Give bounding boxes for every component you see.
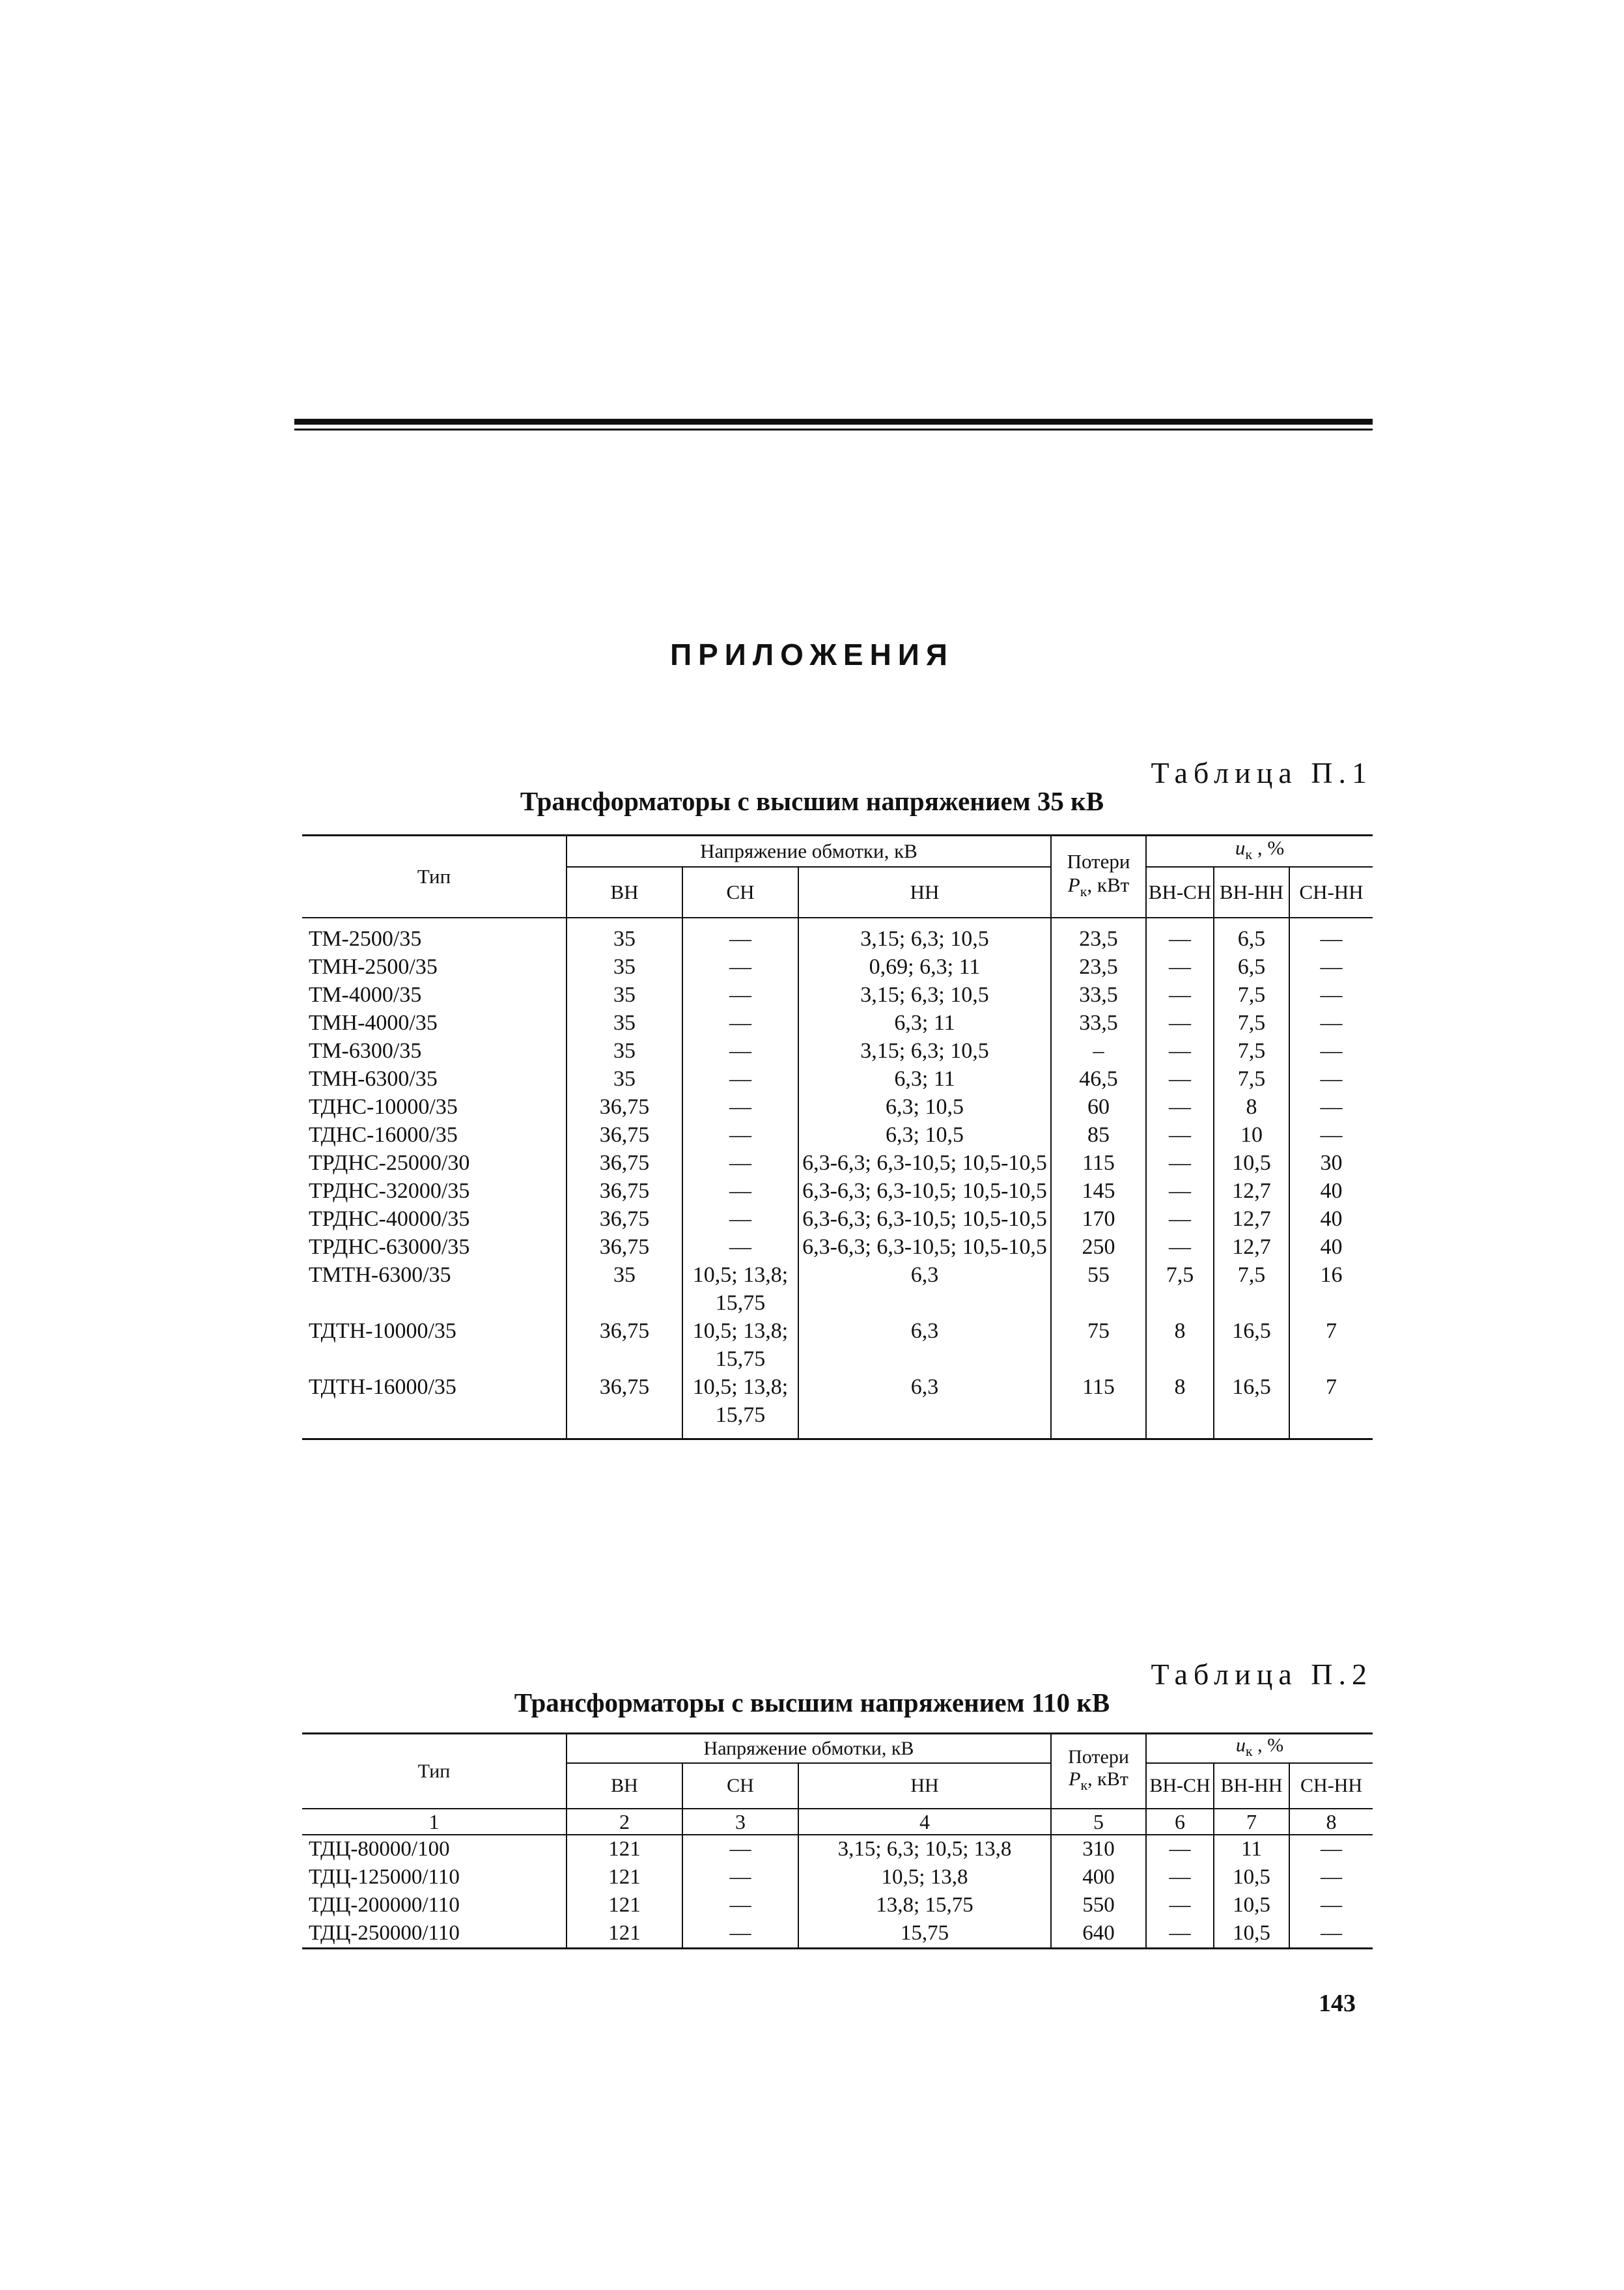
table1-header-type: Тип	[302, 836, 567, 918]
table-row	[302, 1261, 1373, 1317]
cell-losses: 170	[1051, 1205, 1146, 1233]
cell-type: ТМ-6300/35	[309, 1039, 422, 1064]
cell-nn: 6,3	[798, 1317, 1051, 1373]
cell-sn: —	[682, 1009, 798, 1037]
column-number: 5	[1051, 1809, 1146, 1835]
cell-type: ТМ-4000/35	[309, 983, 422, 1008]
losses-var: P	[1067, 873, 1080, 896]
table-row	[302, 1149, 1373, 1177]
cell-sn: —	[682, 1121, 798, 1149]
table-row	[302, 1863, 1373, 1891]
cell-nn: 13,8; 15,75	[798, 1891, 1051, 1919]
table1-caption: Трансформаторы с высшим напряжением 35 кВ	[520, 786, 1104, 816]
cell-vn: 121	[567, 1891, 682, 1919]
cell-sn: —	[682, 1093, 798, 1121]
cell-uk-sn-nn: 16	[1289, 1261, 1373, 1317]
cell-sn: —	[682, 1233, 798, 1261]
cell-sn: —	[682, 1149, 798, 1177]
cell-uk-sn-nn: 7	[1289, 1317, 1373, 1373]
cell-nn: 6,3; 10,5	[798, 1121, 1051, 1149]
uk-unit: , %	[1252, 836, 1285, 859]
cell-type: ТМН-2500/35	[309, 955, 438, 980]
uk-var: u	[1235, 1734, 1246, 1756]
cell-vn: 36,75	[567, 1149, 682, 1177]
cell-losses: 23,5	[1051, 953, 1146, 981]
table1-header-vn: ВН	[567, 867, 682, 918]
cell-uk-vn-nn: 7,5	[1214, 981, 1289, 1009]
cell-vn: 35	[567, 1009, 682, 1037]
table2-header-vn-nn: ВН-НН	[1214, 1763, 1289, 1809]
cell-uk-vn-sn: —	[1146, 1149, 1214, 1177]
cell-nn: 6,3-6,3; 6,3-10,5; 10,5-10,5	[798, 1205, 1051, 1233]
cell-losses: 75	[1051, 1317, 1146, 1373]
table2-header-type: Тип	[302, 1734, 567, 1809]
cell-nn: 6,3-6,3; 6,3-10,5; 10,5-10,5	[798, 1233, 1051, 1261]
cell-vn: 121	[567, 1835, 682, 1863]
cell-uk-vn-nn: 11	[1214, 1835, 1289, 1863]
cell-uk-vn-sn: —	[1146, 1891, 1214, 1919]
table2-header-nn: НН	[798, 1763, 1051, 1809]
cell-sn: 10,5; 13,8; 15,75	[682, 1317, 798, 1373]
cell-nn: 3,15; 6,3; 10,5; 13,8	[798, 1835, 1051, 1863]
table2-header-vn: ВН	[567, 1763, 682, 1809]
cell-nn: 6,3	[798, 1261, 1051, 1317]
cell-nn: 3,15; 6,3; 10,5	[798, 1037, 1051, 1065]
table1-header-nn: НН	[798, 867, 1051, 918]
cell-vn: 36,75	[567, 1317, 682, 1373]
cell-uk-sn-nn: —	[1289, 1863, 1373, 1891]
column-number: 2	[567, 1809, 682, 1835]
cell-uk-vn-sn: —	[1146, 953, 1214, 981]
cell-uk-vn-nn: 6,5	[1214, 918, 1289, 953]
cell-sn: —	[682, 1177, 798, 1205]
cell-uk-vn-nn: 7,5	[1214, 1261, 1289, 1317]
cell-vn: 36,75	[567, 1093, 682, 1121]
cell-losses: 33,5	[1051, 981, 1146, 1009]
cell-uk-vn-sn: —	[1146, 1205, 1214, 1233]
cell-uk-sn-nn: —	[1289, 1891, 1373, 1919]
table-row	[302, 918, 1373, 953]
cell-nn: 6,3-6,3; 6,3-10,5; 10,5-10,5	[798, 1177, 1051, 1205]
table1-header-vn-sn: ВН-СН	[1146, 867, 1214, 918]
cell-uk-vn-nn: 12,7	[1214, 1233, 1289, 1261]
cell-sn: 10,5; 13,8; 15,75	[682, 1373, 798, 1439]
cell-uk-sn-nn: 7	[1289, 1373, 1373, 1439]
table-row	[302, 981, 1373, 1009]
cell-uk-vn-sn: —	[1146, 981, 1214, 1009]
table2-header-voltage: Напряжение обмотки, кВ	[567, 1734, 1051, 1764]
cell-type: ТРДНС-40000/35	[309, 1207, 470, 1232]
cell-type: ТМТН-6300/35	[309, 1263, 451, 1288]
cell-uk-sn-nn: 30	[1289, 1149, 1373, 1177]
cell-vn: 36,75	[567, 1121, 682, 1149]
table-row	[302, 1065, 1373, 1093]
cell-losses: –	[1051, 1037, 1146, 1065]
table2-header-vn-sn: ВН-СН	[1146, 1763, 1214, 1809]
cell-uk-vn-nn: 10	[1214, 1121, 1289, 1149]
uk-var: u	[1235, 836, 1246, 859]
cell-type: ТМН-6300/35	[309, 1067, 438, 1092]
cell-losses: 115	[1051, 1149, 1146, 1177]
section-title: ПРИЛОЖЕНИЯ	[670, 638, 954, 671]
table-row	[302, 1233, 1373, 1261]
cell-uk-vn-nn: 10,5	[1214, 1891, 1289, 1919]
table-row	[302, 1919, 1373, 1949]
cell-uk-sn-nn: —	[1289, 953, 1373, 981]
cell-nn: 6,3; 11	[798, 1009, 1051, 1037]
header-rule-thin	[294, 429, 1373, 431]
losses-unit: , кВт	[1087, 1768, 1128, 1790]
cell-losses: 85	[1051, 1121, 1146, 1149]
cell-nn: 0,69; 6,3; 11	[798, 953, 1051, 981]
table2-header-uk	[1146, 1734, 1373, 1764]
cell-sn: —	[682, 1891, 798, 1919]
losses-var: P	[1069, 1768, 1081, 1790]
cell-type: ТДЦ-250000/110	[302, 1919, 567, 1949]
cell-sn: —	[682, 1919, 798, 1949]
cell-type: ТДТН-16000/35	[302, 1373, 567, 1439]
table2-label: Таблица П.2	[1151, 1658, 1373, 1691]
table1-header-uk	[1146, 836, 1373, 868]
cell-uk-vn-sn: —	[1146, 1093, 1214, 1121]
table1	[302, 834, 1373, 1440]
cell-type: ТМН-4000/35	[309, 1011, 438, 1036]
cell-vn: 121	[567, 1919, 682, 1949]
cell-vn: 36,75	[567, 1233, 682, 1261]
table-row	[302, 1177, 1373, 1205]
table1-header-sn-nn: СН-НН	[1289, 867, 1373, 918]
cell-sn: —	[682, 1037, 798, 1065]
cell-uk-vn-sn: 7,5	[1146, 1261, 1214, 1317]
column-number: 8	[1289, 1809, 1373, 1835]
cell-nn: 6,3; 11	[798, 1065, 1051, 1093]
cell-sn: —	[682, 918, 798, 953]
cell-uk-vn-nn: 7,5	[1214, 1065, 1289, 1093]
cell-vn: 35	[567, 953, 682, 981]
cell-uk-vn-nn: 12,7	[1214, 1205, 1289, 1233]
table-row	[302, 1093, 1373, 1121]
cell-sn: —	[682, 1863, 798, 1891]
cell-uk-vn-sn: —	[1146, 1919, 1214, 1949]
cell-losses: 400	[1051, 1863, 1146, 1891]
cell-type: ТДНС-16000/35	[309, 1123, 458, 1148]
table2-header-sn-nn: СН-НН	[1289, 1763, 1373, 1809]
losses-label: Потери	[1068, 1746, 1129, 1768]
table-row	[302, 1205, 1373, 1233]
cell-uk-vn-sn: —	[1146, 1037, 1214, 1065]
cell-uk-vn-sn: —	[1146, 1835, 1214, 1863]
cell-nn: 6,3	[798, 1373, 1051, 1439]
cell-uk-sn-nn: —	[1289, 1009, 1373, 1037]
table-row	[302, 1891, 1373, 1919]
uk-sub: к	[1245, 846, 1253, 863]
cell-uk-vn-nn: 7,5	[1214, 1037, 1289, 1065]
cell-uk-sn-nn: —	[1289, 981, 1373, 1009]
column-number: 7	[1214, 1809, 1289, 1835]
cell-uk-vn-nn: 10,5	[1214, 1863, 1289, 1891]
losses-unit: , кВт	[1087, 873, 1130, 896]
cell-nn: 15,75	[798, 1919, 1051, 1949]
cell-vn: 35	[567, 1065, 682, 1093]
cell-vn: 35	[567, 918, 682, 953]
table-row	[302, 1373, 1373, 1439]
cell-nn: 6,3-6,3; 6,3-10,5; 10,5-10,5	[798, 1149, 1051, 1177]
cell-uk-vn-sn: —	[1146, 1009, 1214, 1037]
cell-type: ТДЦ-80000/100	[309, 1837, 450, 1861]
cell-uk-vn-nn: 12,7	[1214, 1177, 1289, 1205]
cell-vn: 36,75	[567, 1373, 682, 1439]
cell-uk-vn-nn: 6,5	[1214, 953, 1289, 981]
table-row	[302, 1037, 1373, 1065]
cell-nn: 10,5; 13,8	[798, 1863, 1051, 1891]
cell-uk-vn-nn: 10,5	[1214, 1919, 1289, 1949]
cell-sn: —	[682, 1065, 798, 1093]
cell-sn: —	[682, 981, 798, 1009]
cell-type: ТРДНС-25000/30	[309, 1151, 470, 1176]
cell-losses: 145	[1051, 1177, 1146, 1205]
table-row	[302, 1121, 1373, 1149]
cell-type: ТДЦ-200000/110	[309, 1893, 460, 1917]
cell-losses: 46,5	[1051, 1065, 1146, 1093]
cell-losses: 60	[1051, 1093, 1146, 1121]
table2-header-losses	[1051, 1734, 1146, 1809]
table-row	[302, 1835, 1373, 1863]
table2-caption: Трансформаторы с высшим напряжением 110 кВ	[514, 1688, 1110, 1717]
cell-type: ТМ-2500/35	[309, 927, 422, 952]
cell-losses: 55	[1051, 1261, 1146, 1317]
cell-vn: 36,75	[567, 1177, 682, 1205]
cell-losses: 250	[1051, 1233, 1146, 1261]
table-row	[302, 1317, 1373, 1373]
cell-losses: 115	[1051, 1373, 1146, 1439]
uk-unit: , %	[1252, 1734, 1284, 1756]
cell-uk-vn-sn: —	[1146, 1121, 1214, 1149]
table-row	[302, 1009, 1373, 1037]
cell-type: ТДЦ-125000/110	[309, 1865, 460, 1889]
cell-type: ТРДНС-63000/35	[309, 1235, 470, 1260]
column-number: 6	[1146, 1809, 1214, 1835]
table-row	[302, 953, 1373, 981]
cell-uk-sn-nn: —	[1289, 1037, 1373, 1065]
cell-uk-vn-sn: —	[1146, 1065, 1214, 1093]
table1-header-sn: СН	[682, 867, 798, 918]
column-number: 4	[798, 1809, 1051, 1835]
cell-type: ТДНС-10000/35	[309, 1095, 458, 1120]
cell-type: ТДТН-10000/35	[309, 1319, 456, 1344]
cell-uk-vn-nn: 16,5	[1214, 1373, 1289, 1439]
cell-losses: 550	[1051, 1891, 1146, 1919]
cell-vn: 35	[567, 1261, 682, 1317]
cell-uk-sn-nn: —	[1289, 1919, 1373, 1949]
cell-sn: —	[682, 1205, 798, 1233]
table1-header-vn-nn: ВН-НН	[1214, 867, 1289, 918]
cell-uk-vn-nn: 7,5	[1214, 1009, 1289, 1037]
cell-uk-sn-nn: 40	[1289, 1205, 1373, 1233]
cell-uk-sn-nn: —	[1289, 1065, 1373, 1093]
cell-uk-vn-nn: 10,5	[1214, 1149, 1289, 1177]
cell-uk-sn-nn: —	[1289, 918, 1373, 953]
losses-sub: к	[1080, 1777, 1088, 1793]
cell-uk-vn-sn: —	[1146, 1177, 1214, 1205]
cell-sn: —	[682, 953, 798, 981]
cell-uk-sn-nn: —	[1289, 1093, 1373, 1121]
cell-uk-vn-nn: 16,5	[1214, 1317, 1289, 1373]
page-number: 143	[1319, 1990, 1356, 2017]
cell-nn: 6,3; 10,5	[798, 1093, 1051, 1121]
cell-vn: 35	[567, 981, 682, 1009]
cell-uk-sn-nn: 40	[1289, 1177, 1373, 1205]
cell-nn: 3,15; 6,3; 10,5	[798, 981, 1051, 1009]
cell-losses: 33,5	[1051, 1009, 1146, 1037]
column-number: 3	[682, 1809, 798, 1835]
cell-losses: 310	[1051, 1835, 1146, 1863]
cell-uk-vn-sn: —	[1146, 918, 1214, 953]
header-rule-thick	[294, 419, 1373, 425]
losses-sub: к	[1080, 883, 1087, 900]
table1-label: Таблица П.1	[1151, 756, 1373, 789]
table1-header-voltage: Напряжение обмотки, кВ	[567, 836, 1051, 868]
table2-header-sn: СН	[682, 1763, 798, 1809]
cell-type: ТРДНС-32000/35	[309, 1179, 470, 1204]
cell-vn: 121	[567, 1863, 682, 1891]
cell-uk-vn-sn: 8	[1146, 1373, 1214, 1439]
cell-losses: 640	[1051, 1919, 1146, 1949]
cell-uk-vn-sn: 8	[1146, 1317, 1214, 1373]
uk-sub: к	[1245, 1743, 1253, 1759]
table2-body	[302, 1835, 1373, 1949]
cell-nn: 3,15; 6,3; 10,5	[798, 918, 1051, 953]
cell-uk-sn-nn: 40	[1289, 1233, 1373, 1261]
table1-body	[302, 918, 1373, 1439]
cell-uk-vn-sn: —	[1146, 1863, 1214, 1891]
cell-sn: —	[682, 1835, 798, 1863]
cell-uk-sn-nn: —	[1289, 1835, 1373, 1863]
cell-vn: 36,75	[567, 1205, 682, 1233]
cell-losses: 23,5	[1051, 918, 1146, 953]
table1-header-losses	[1051, 836, 1146, 918]
table2	[302, 1732, 1373, 1949]
cell-sn: 10,5; 13,8; 15,75	[682, 1261, 798, 1317]
column-number: 1	[302, 1809, 567, 1835]
cell-uk-vn-nn: 8	[1214, 1093, 1289, 1121]
cell-uk-sn-nn: —	[1289, 1121, 1373, 1149]
cell-uk-vn-sn: —	[1146, 1233, 1214, 1261]
losses-label: Потери	[1067, 850, 1130, 873]
cell-vn: 35	[567, 1037, 682, 1065]
